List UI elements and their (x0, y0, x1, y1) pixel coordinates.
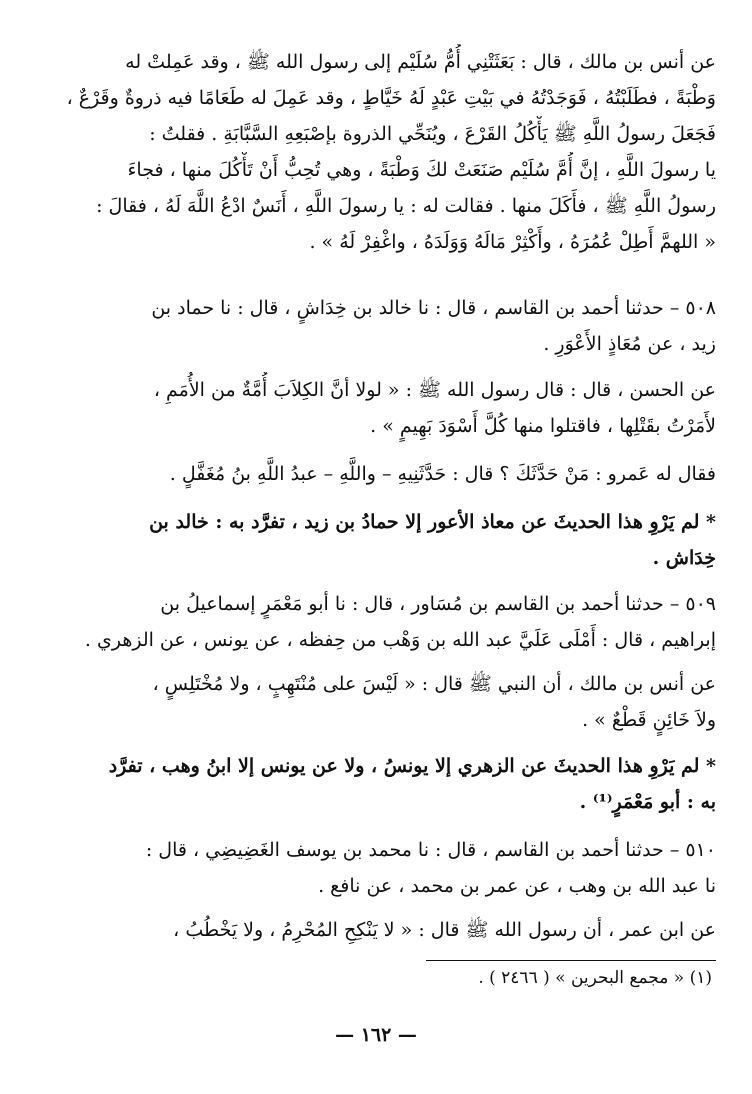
text-line: عن ابن عمر ، أن رسول الله ﷺ قال : « لا يَنْكِحِ المُحْرِمُ ، ولا يَخْطُبُ ، (173, 919, 716, 941)
text-line: به : أبو مَعْمَرٍ⁽¹⁾ . (579, 791, 716, 813)
text-line: عن أنس بن مالك ، أن النبي ﷺ قال : « لَيْسَ على مُنْتَهِبٍ ، ولا مُخْتَلِسٍ ، (152, 673, 716, 695)
hadith-509-text (36, 666, 716, 738)
hadith-508-comment (36, 456, 716, 492)
text-line: وَطْبَةً ، فطَلَبْتُهُ ، فَوَجَدْتُهُ في بَيْتِ عَبْدٍ لَهُ خَيَّاطٍ ، وقد عَمِلَ له طَعَامًا فيه ذروةٌ وقَرْعٌ ، (66, 87, 716, 109)
text-line: يا رسولَ اللَّهِ ، إنَّ أُمَّ سُلَيْم صَنَعَتْ لكَ وَطْبَةً ، وهي تُحِبُّ أَنْ تَأْكُلَ منها ، فجاءَ (127, 159, 716, 181)
text-line: فَجَعَلَ رسولُ اللَّهِ ﷺ يَأْكُلُ القَرْعَ ، ويُنَحِّي الذروة بإصْبَعِهِ السَّبَّابَةِ . فقلتُ : (149, 123, 716, 145)
isnad-510 (36, 832, 716, 904)
isnad-509 (36, 586, 716, 658)
text-line: « اللهمَّ أَطِلْ عُمُرَهُ ، وأَكْثِرْ مَالَهُ وَوَلَدَهُ ، واغْفِرْ لَهُ » . (309, 231, 716, 253)
text-line: نا عبد الله بن وهب ، عن عمر بن محمد ، عن نافع . (318, 875, 716, 897)
text-line: رسولُ اللَّهِ ﷺ ، فأَكَلَ منها . فقالت له : يا رسولَ اللَّهِ ، أَنَسٌ ادْعُ اللَّهَ لَهُ ، فقالَ : (96, 195, 716, 217)
page-number: — ١٦٢ — (335, 1024, 417, 1046)
text-line: خِدَاش . (652, 547, 716, 569)
text-line: إبراهيم ، قال : أَمْلَى عَلَيَّ عبد الله بن وَهْب من حِفظه ، عن يونس ، عن الزهري . (84, 629, 716, 651)
text-line: لأَمَرْتُ بقَتْلِها ، فاقتلوا منها كُلَّ أَسْوَدَ بَهِيمٍ » . (370, 415, 716, 437)
note-508 (36, 504, 716, 576)
text-line: * لم يَرْوِ هذا الحديثَ عن الزهري إلا يونسُ ، ولا عن يونس إلا ابنُ وهب ، تفرَّد (108, 755, 716, 777)
text-line: عن أنس بن مالك ، قال : بَعَثَتْنِي أُمُّ سُلَيْم إلى رسول الله ﷺ ، وقد عَمِلتْ له (125, 51, 716, 73)
hadith-507-text (36, 44, 716, 260)
text-line: فقال له عَمرو : مَنْ حَدَّثَكَ ؟ قال : حَدَّثَنِيهِ – واللَّهِ – عبدُ اللَّهِ بنُ مُغَفَّلٍ . (169, 463, 716, 485)
text-line: عن الحسن ، قال : قال رسول الله ﷺ : « لولا أنَّ الكِلاَبَ أُمَّةٌ من الأُمَمِ ، (153, 379, 716, 401)
isnad-508 (36, 290, 716, 362)
hadith-510-text (36, 912, 716, 948)
text-line: ٥١٠ – حدثنا أحمد بن القاسم ، قال : نا محمد بن يوسف الغَضِيضِي ، قال : (145, 839, 716, 861)
text-line: ٥٠٨ – حدثنا أحمد بن القاسم ، قال : نا خالد بن خِدَاشٍ ، قال : نا حماد بن (151, 297, 716, 319)
text-line: ولاَ خَائِنٍ قَطْعٌ » . (582, 709, 716, 731)
footnote: (١) « مجمع البحرين » ( ٢٤٦٦ ) . (478, 968, 712, 988)
hadith-508-text (36, 372, 716, 444)
text-line: ٥٠٩ – حدثنا أحمد بن القاسم بن مُسَاور ، قال : نا أبو مَعْمَرٍ إسماعيلُ بن (160, 593, 716, 615)
text-line: * لم يَرْوِ هذا الحديثَ عن معاذ الأعور إلا حمادُ بن زيد ، تفرَّد به : خالد بن (149, 511, 716, 533)
text-line: زيد ، عن مُعَاذٍ الأَعْوَرِ . (543, 333, 716, 355)
footnote-divider (426, 960, 716, 961)
note-509 (36, 748, 716, 820)
